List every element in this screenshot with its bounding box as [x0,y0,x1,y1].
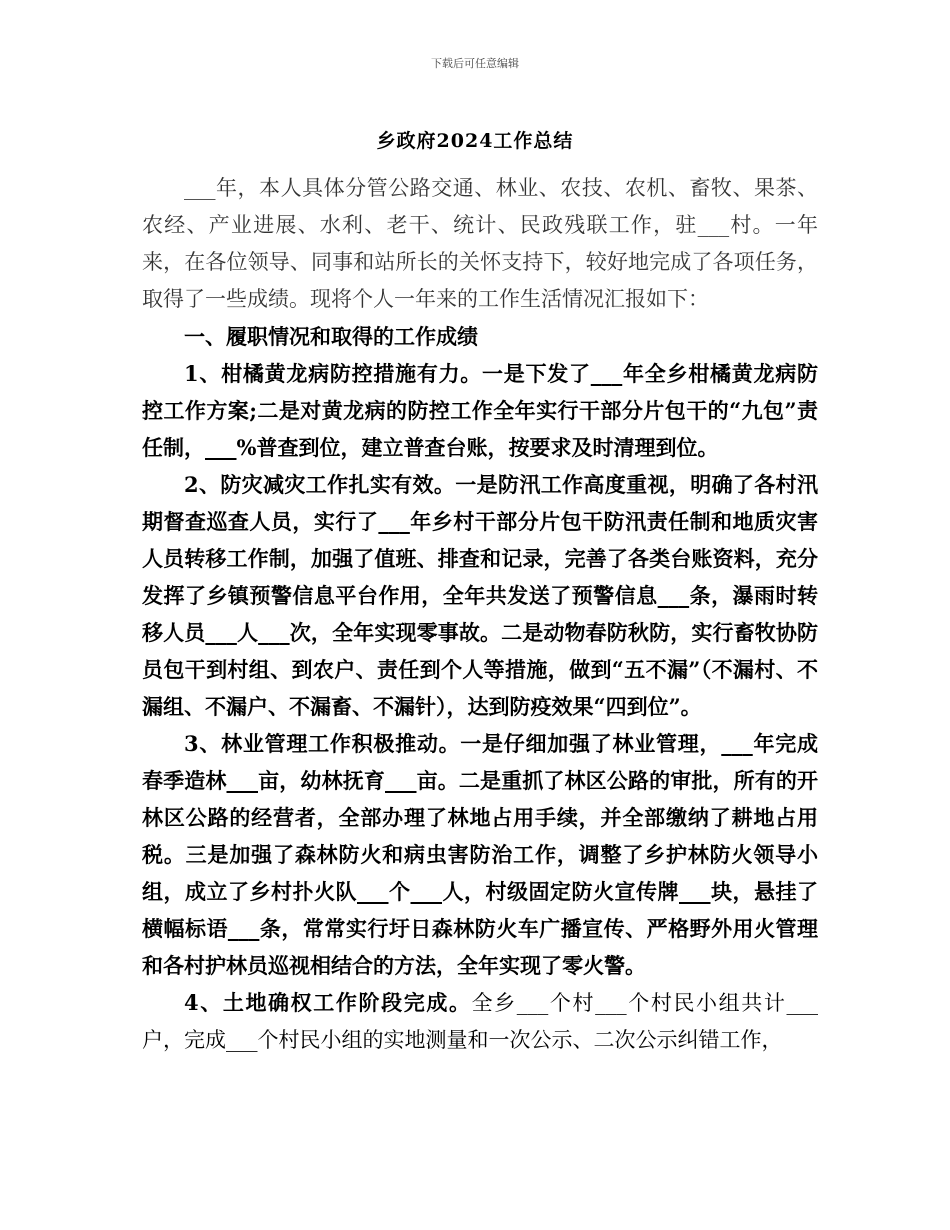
intro-paragraph: ___年，本人具体分管公路交通、林业、农技、农机、畜牧、果茶、农经、产业进展、水利、老干、统计、民政残联工作，驻___村。一年来，在各位领导、同事和站所长的关怀支持下，较好地完成了各项任务，取得了一些成绩。现将个人一年来的工作生活情况汇报如下： [142,176,818,311]
item-1-paragraph: 1、柑橘黄龙病防控措施有力。一是下发了___年全乡柑橘黄龙病防控工作方案;二是对黄龙病的防控工作全年实行干部分片包干的“九包”责任制，___%普查到位，建立普查台账，按要求及时清理到位。 [142,361,818,460]
item-4-rest: 全乡___个村___个村民小组共计___户，完成___个村民小组的实地测量和一次公示、二次公示纠错工作， [142,991,818,1052]
section-heading: 一、履职情况和取得的工作成绩 [184,324,478,349]
document-body [142,170,818,1059]
item-4-lead: 4、土地确权工作阶段完成。 [184,990,472,1015]
item-4-paragraph [142,984,818,1059]
document-title: 乡政府2024工作总结 [376,130,574,152]
header-note: 下载后可任意编辑 [431,57,519,70]
item-3-paragraph: 3、林业管理工作积极推动。一是仔细加强了林业管理，___年完成春季造林___亩，幼林抚育___亩。二是重抓了林区公路的审批，所有的开林区公路的经营者，全部办理了林地占用手续，并全部缴纳了耕地占用税。三是加强了森林防火和病虫害防治工作，调整了乡护林防火领导小组，成立了乡村扑火队___个___人，村级固定防火宣传牌___块，悬挂了横幅标语___条，常常实行圩日森林防火车广播宣传、严格野外用火管理和各村护林员巡视相结合的方法，全年实现了零火警。 [142,731,818,978]
item-2-paragraph: 2、防灾减灾工作扎实有效。一是防汛工作高度重视，明确了各村汛期督查巡查人员，实行了___年乡村干部分片包干防汛责任制和地质灾害人员转移工作制，加强了值班、排查和记录，完善了各类台账资料，充分发挥了乡镇预警信息平台作用，全年共发送了预警信息___条，瀑雨时转移人员___人___次，全年实现零事故。二是动物春防秋防，实行畜牧协防员包干到村组、到农户、责任到个人等措施，做到“五不漏”（不漏村、不漏组、不漏户、不漏畜、不漏针），达到防疫效果“四到位”。 [142,472,818,719]
